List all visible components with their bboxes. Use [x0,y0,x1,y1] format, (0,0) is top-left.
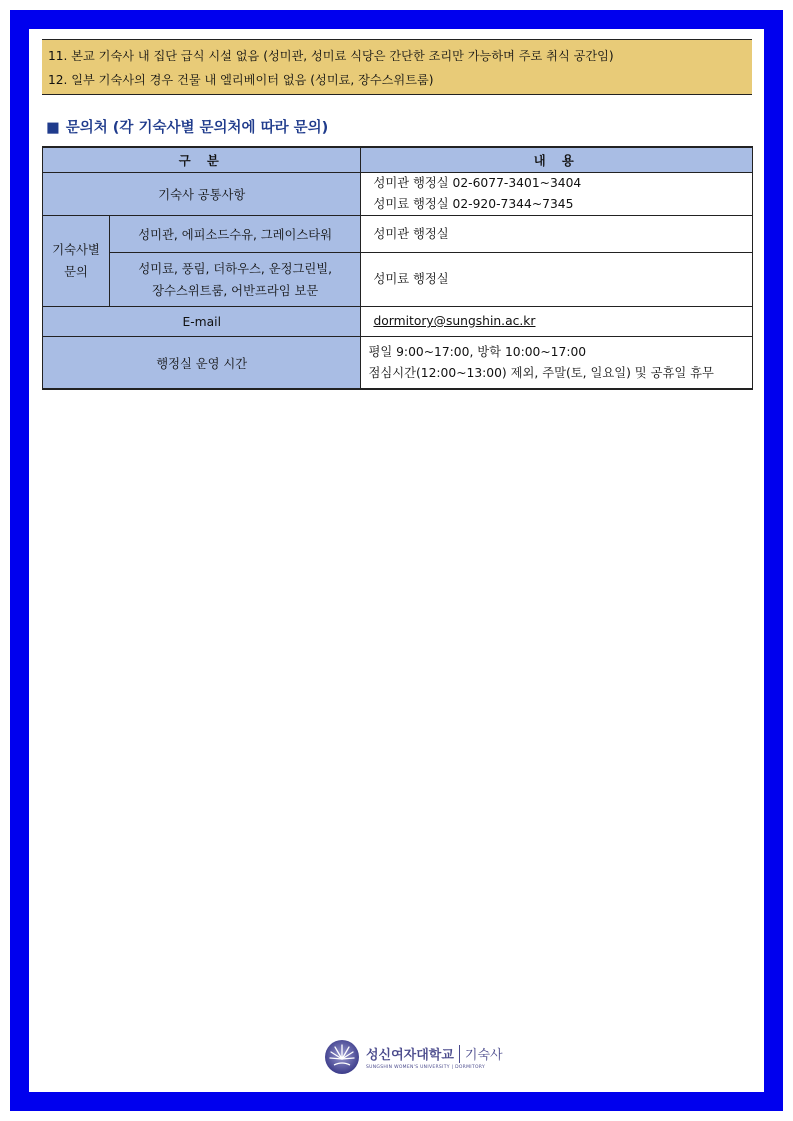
section-title-text: 문의처 (각 기숙사별 문의처에 따라 문의) [65,120,329,136]
group-a-value: 성미관 행정실 [361,216,753,253]
header-content: 내 용 [361,147,753,173]
logo-english-subtitle: SUNGSHIN WOMEN'S UNIVERSITY | DORMITORY [366,1065,485,1071]
hours-label: 행정실 운영 시간 [43,337,361,390]
hours-line-2: 점심시간(12:00~13:00) 제외, 주말(토, 일요일) 및 공휴일 휴무 [368,365,714,380]
notice-item-12: 12. 일부 기숙사의 경우 건물 내 엘리베이터 없음 (성미료, 장수스위트룸) [48,73,434,87]
table-row-group-b [43,253,753,307]
notice-item-11: 11. 본교 기숙사 내 집단 급식 시설 없음 (성미관, 성미료 식당은 간단한 조리만 가능하며 주로 취식 공간임) [48,49,614,63]
email-cell [361,307,753,337]
hours-line-1: 평일 9:00~17:00, 방학 10:00~17:00 [368,344,587,359]
table-row-common [43,173,753,216]
common-phone-1: 성미관 행정실 02-6077-3401~3404 [373,176,582,190]
university-emblem-icon [324,1039,360,1075]
per-dorm-label-line-1: 기숙사별 [52,243,100,257]
contact-table [42,146,753,390]
common-value [361,173,753,216]
table-row-hours [43,337,753,390]
table-row-group-a [43,216,753,253]
email-label: E-mail [43,307,361,337]
group-b-value: 성미료 행정실 [361,253,753,307]
square-bullet-icon: ■ [46,120,60,136]
per-dorm-label-line-2: 문의 [64,265,88,279]
unit-name: 기숙사 [464,1047,503,1063]
table-row-email [43,307,753,337]
common-phone-2: 성미료 행정실 02-920-7344~7345 [373,197,574,211]
university-name: 성신여자대학교 [366,1047,454,1063]
header-category: 구 분 [43,147,361,173]
notice-box [42,39,752,95]
group-a-label: 성미관, 에피소드수유, 그레이스타워 [109,216,361,253]
table-header-row [43,147,753,173]
section-title-contact [46,116,328,137]
group-b-label [109,253,361,307]
logo-text [366,1044,503,1071]
group-b-label-line-1: 성미료, 풍림, 더하우스, 운정그린빌, [138,261,332,276]
group-b-label-line-2: 장수스위트룸, 어반프라임 보문 [152,283,319,298]
email-link[interactable]: dormitory@sungshin.ac.kr [373,314,536,328]
footer-logo [324,1038,503,1076]
hours-value [361,337,753,390]
common-label: 기숙사 공통사항 [43,173,361,216]
logo-divider [459,1045,460,1063]
per-dorm-label [43,216,110,307]
